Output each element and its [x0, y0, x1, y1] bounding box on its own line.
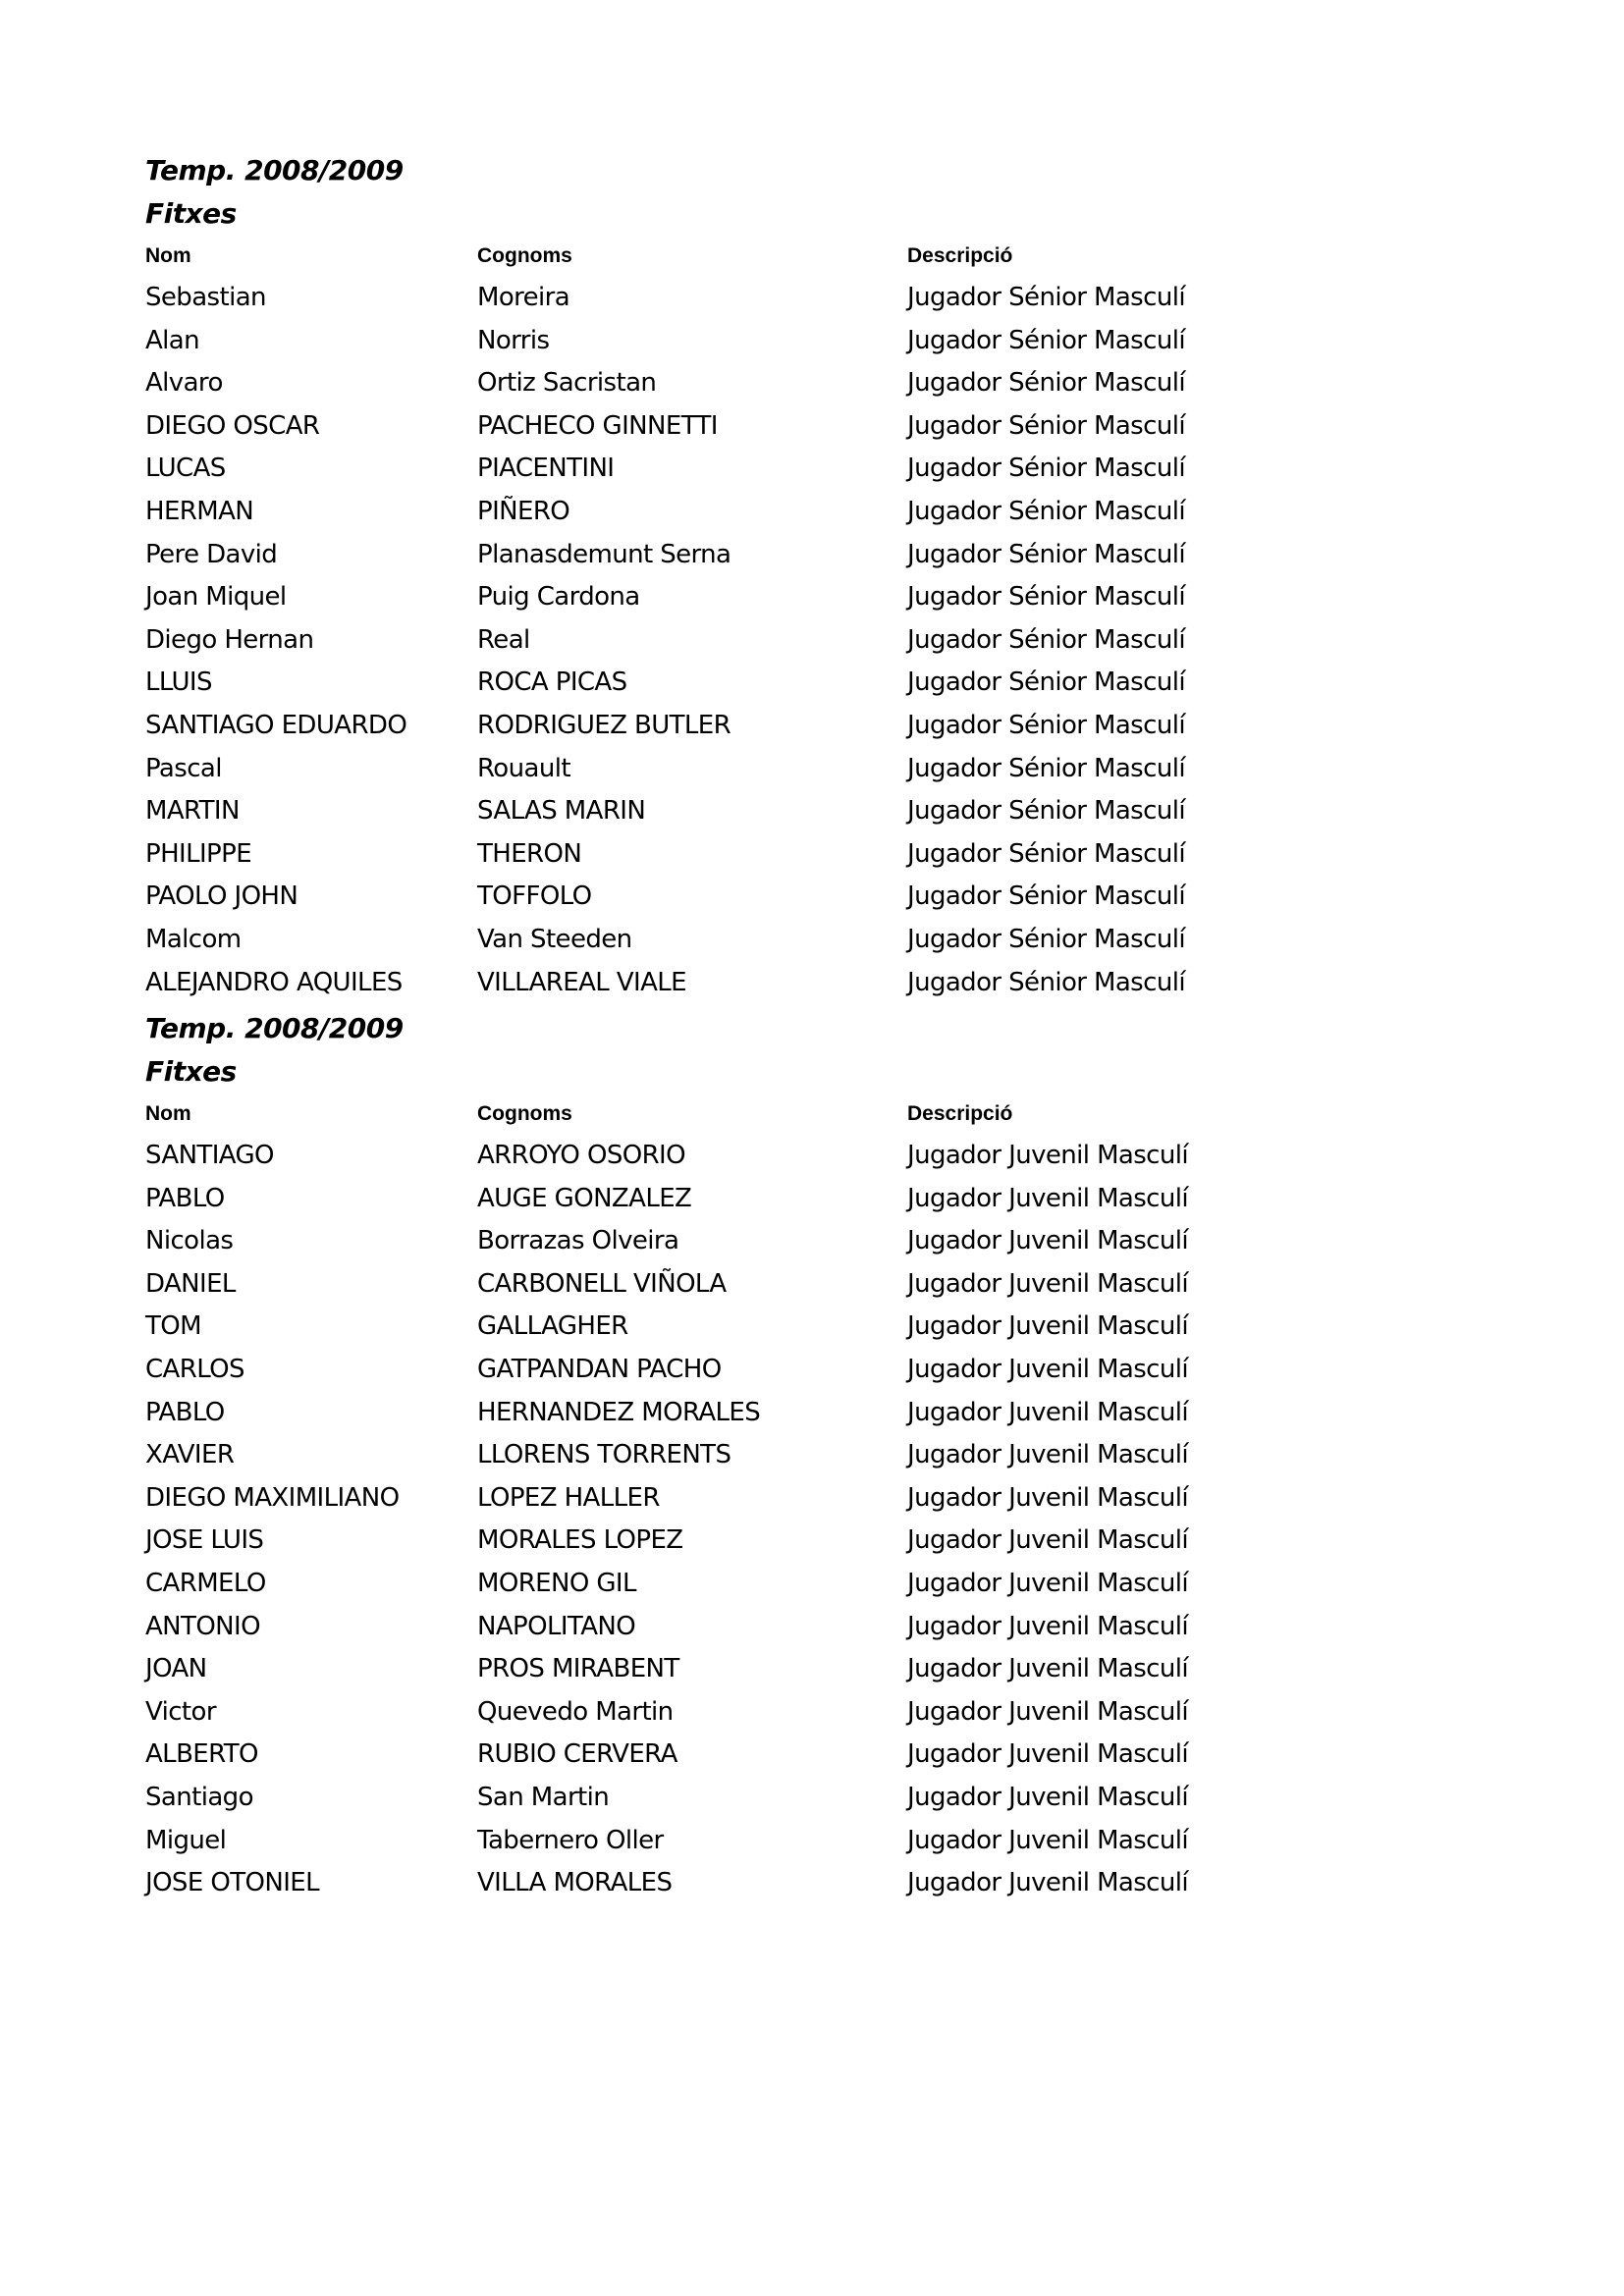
- cell-cognoms: GATPANDAN PACHO: [477, 1354, 722, 1384]
- cell-cognoms: PIACENTINI: [477, 454, 615, 484]
- cell-cognoms: Moreira: [477, 283, 570, 312]
- cell-descripcio: Jugador Juvenil Masculí: [907, 1868, 1188, 1898]
- cell-cognoms: MORENO GIL: [477, 1568, 636, 1598]
- cell-descripcio: Jugador Juvenil Masculí: [907, 1782, 1188, 1812]
- table-row: [145, 534, 1520, 577]
- cell-descripcio: Jugador Sénior Masculí: [907, 410, 1185, 441]
- cell-descripcio: Jugador Sénior Masculí: [907, 967, 1185, 997]
- cell-nom: SANTIAGO: [145, 1141, 274, 1170]
- cell-cognoms: TOFFOLO: [477, 881, 592, 912]
- cell-cognoms: GALLAGHER: [477, 1311, 628, 1342]
- table-row: [145, 1691, 1520, 1735]
- cell-cognoms: Planasdemunt Serna: [477, 539, 731, 569]
- table-row: [145, 1606, 1520, 1649]
- table-row: [145, 1862, 1520, 1905]
- cell-nom: Pascal: [145, 753, 222, 783]
- table-row: [145, 962, 1520, 1005]
- cell-nom: LUCAS: [145, 454, 226, 484]
- table-row: [145, 876, 1520, 919]
- section-title: Temp. 2008/2009: [145, 154, 404, 187]
- cell-descripcio: Jugador Sénior Masculí: [907, 368, 1185, 399]
- cell-nom: Victor: [145, 1696, 216, 1727]
- cell-cognoms: Ortiz Sacristan: [477, 368, 657, 399]
- cell-cognoms: San Martin: [477, 1782, 610, 1812]
- cell-descripcio: Jugador Juvenil Masculí: [907, 1354, 1188, 1384]
- cell-nom: JOSE OTONIEL: [145, 1868, 319, 1898]
- cell-cognoms: Puig Cardona: [477, 582, 640, 613]
- cell-descripcio: Jugador Sénior Masculí: [907, 881, 1185, 912]
- cell-cognoms: Borrazas Olveira: [477, 1226, 679, 1256]
- section-juvenil: [145, 1007, 1520, 1905]
- cell-descripcio: Jugador Juvenil Masculí: [907, 1611, 1188, 1641]
- cell-cognoms: LOPEZ HALLER: [477, 1482, 660, 1513]
- cell-nom: Santiago: [145, 1782, 253, 1812]
- cell-descripcio: Jugador Juvenil Masculí: [907, 1654, 1188, 1684]
- cell-descripcio: Jugador Juvenil Masculí: [907, 1739, 1188, 1770]
- cell-nom: Alvaro: [145, 368, 223, 399]
- column-header-descripcio: Descripció: [907, 244, 1013, 267]
- cell-nom: MARTIN: [145, 796, 240, 827]
- cell-nom: CARLOS: [145, 1354, 244, 1384]
- cell-descripcio: Jugador Juvenil Masculí: [907, 1525, 1188, 1556]
- table-body: [145, 1135, 1520, 1905]
- table-row: [145, 790, 1520, 833]
- cell-nom: Diego Hernan: [145, 624, 314, 655]
- table-row: [145, 1306, 1520, 1349]
- cell-cognoms: AUGE GONZALEZ: [477, 1183, 692, 1213]
- cell-descripcio: Jugador Juvenil Masculí: [907, 1440, 1188, 1470]
- cell-descripcio: Jugador Juvenil Masculí: [907, 1568, 1188, 1598]
- table-row: [145, 1777, 1520, 1820]
- cell-descripcio: Jugador Sénior Masculí: [907, 325, 1185, 355]
- cell-descripcio: Jugador Juvenil Masculí: [907, 1311, 1188, 1342]
- table-body: [145, 277, 1520, 1004]
- table-row: [145, 277, 1520, 320]
- cell-descripcio: Jugador Sénior Masculí: [907, 710, 1185, 740]
- cell-descripcio: Jugador Juvenil Masculí: [907, 1226, 1188, 1256]
- cell-descripcio: Jugador Sénior Masculí: [907, 796, 1185, 827]
- cell-descripcio: Jugador Juvenil Masculí: [907, 1183, 1188, 1213]
- cell-nom: LLUIS: [145, 667, 212, 698]
- cell-descripcio: Jugador Sénior Masculí: [907, 838, 1185, 869]
- cell-nom: PABLO: [145, 1397, 225, 1427]
- cell-descripcio: Jugador Juvenil Masculí: [907, 1397, 1188, 1427]
- table-row: [145, 1434, 1520, 1477]
- column-header-cognoms: Cognoms: [477, 1102, 572, 1125]
- cell-cognoms: Van Steeden: [477, 924, 632, 954]
- cell-nom: DANIEL: [145, 1268, 236, 1299]
- table-header: [145, 1094, 1520, 1135]
- cell-nom: TOM: [145, 1311, 201, 1342]
- cell-descripcio: Jugador Sénior Masculí: [907, 496, 1185, 526]
- cell-descripcio: Jugador Sénior Masculí: [907, 539, 1185, 569]
- table-row: [145, 1477, 1520, 1521]
- cell-cognoms: PIÑERO: [477, 496, 570, 526]
- cell-nom: Nicolas: [145, 1226, 234, 1256]
- table-row: [145, 705, 1520, 748]
- table-row: [145, 362, 1520, 405]
- section-senior: [145, 149, 1520, 1004]
- cell-nom: ALEJANDRO AQUILES: [145, 967, 403, 997]
- cell-nom: Malcom: [145, 924, 242, 954]
- table-row: [145, 1349, 1520, 1392]
- table-row: [145, 1178, 1520, 1221]
- table-row: [145, 1563, 1520, 1606]
- table-row: [145, 833, 1520, 877]
- table-row: [145, 1135, 1520, 1178]
- cell-cognoms: Tabernero Oller: [477, 1825, 664, 1855]
- table-row: [145, 320, 1520, 363]
- section-subtitle: Fitxes: [145, 197, 237, 230]
- cell-descripcio: Jugador Sénior Masculí: [907, 753, 1185, 783]
- cell-descripcio: Jugador Juvenil Masculí: [907, 1482, 1188, 1513]
- section-title: Temp. 2008/2009: [145, 1012, 404, 1044]
- cell-descripcio: Jugador Juvenil Masculí: [907, 1825, 1188, 1855]
- table-row: [145, 448, 1520, 491]
- cell-nom: Joan Miquel: [145, 582, 287, 613]
- cell-cognoms: LLORENS TORRENTS: [477, 1440, 731, 1470]
- table-row: [145, 405, 1520, 449]
- cell-nom: CARMELO: [145, 1568, 266, 1598]
- cell-descripcio: Jugador Juvenil Masculí: [907, 1696, 1188, 1727]
- cell-descripcio: Jugador Sénior Masculí: [907, 624, 1185, 655]
- cell-cognoms: HERNANDEZ MORALES: [477, 1397, 761, 1427]
- cell-nom: PABLO: [145, 1183, 225, 1213]
- cell-cognoms: MORALES LOPEZ: [477, 1525, 683, 1556]
- cell-nom: PHILIPPE: [145, 838, 252, 869]
- cell-descripcio: Jugador Sénior Masculí: [907, 582, 1185, 613]
- cell-nom: Miguel: [145, 1825, 227, 1855]
- table-row: [145, 1734, 1520, 1777]
- table-row: [145, 1820, 1520, 1863]
- cell-cognoms: PACHECO GINNETTI: [477, 410, 718, 441]
- table-row: [145, 919, 1520, 962]
- table-row: [145, 1520, 1520, 1563]
- cell-cognoms: PROS MIRABENT: [477, 1654, 679, 1684]
- cell-cognoms: RUBIO CERVERA: [477, 1739, 677, 1770]
- table-row: [145, 1392, 1520, 1435]
- cell-cognoms: VILLA MORALES: [477, 1868, 673, 1898]
- cell-descripcio: Jugador Sénior Masculí: [907, 454, 1185, 484]
- cell-cognoms: ROCA PICAS: [477, 667, 627, 698]
- cell-nom: PAOLO JOHN: [145, 881, 298, 912]
- cell-cognoms: ARROYO OSORIO: [477, 1141, 685, 1170]
- cell-cognoms: Rouault: [477, 753, 570, 783]
- cell-cognoms: RODRIGUEZ BUTLER: [477, 710, 731, 740]
- cell-cognoms: Quevedo Martin: [477, 1696, 674, 1727]
- cell-descripcio: Jugador Sénior Masculí: [907, 283, 1185, 312]
- table-row: [145, 748, 1520, 791]
- table-row: [145, 1263, 1520, 1307]
- cell-nom: XAVIER: [145, 1440, 235, 1470]
- cell-nom: Sebastian: [145, 283, 266, 312]
- column-header-cognoms: Cognoms: [477, 244, 572, 267]
- cell-descripcio: Jugador Sénior Masculí: [907, 667, 1185, 698]
- table-row: [145, 491, 1520, 534]
- cell-nom: DIEGO OSCAR: [145, 410, 320, 441]
- table-row: [145, 576, 1520, 619]
- section-subtitle: Fitxes: [145, 1055, 237, 1088]
- cell-cognoms: NAPOLITANO: [477, 1611, 636, 1641]
- cell-nom: JOSE LUIS: [145, 1525, 264, 1556]
- cell-descripcio: Jugador Juvenil Masculí: [907, 1141, 1188, 1170]
- cell-cognoms: CARBONELL VIÑOLA: [477, 1268, 727, 1299]
- cell-nom: Alan: [145, 325, 200, 355]
- cell-nom: ALBERTO: [145, 1739, 258, 1770]
- table-row: [145, 1220, 1520, 1263]
- cell-cognoms: Norris: [477, 325, 550, 355]
- table-row: [145, 619, 1520, 663]
- cell-cognoms: SALAS MARIN: [477, 796, 646, 827]
- table-header: [145, 236, 1520, 277]
- table-row: [145, 662, 1520, 705]
- column-header-descripcio: Descripció: [907, 1102, 1013, 1125]
- cell-nom: Pere David: [145, 539, 278, 569]
- cell-descripcio: Jugador Juvenil Masculí: [907, 1268, 1188, 1299]
- cell-nom: JOAN: [145, 1654, 207, 1684]
- cell-cognoms: VILLAREAL VIALE: [477, 967, 686, 997]
- cell-descripcio: Jugador Sénior Masculí: [907, 924, 1185, 954]
- cell-nom: ANTONIO: [145, 1611, 260, 1641]
- cell-cognoms: Real: [477, 624, 530, 655]
- column-header-nom: Nom: [145, 1102, 191, 1125]
- cell-nom: DIEGO MAXIMILIANO: [145, 1482, 400, 1513]
- column-header-nom: Nom: [145, 244, 191, 267]
- cell-nom: SANTIAGO EDUARDO: [145, 710, 407, 740]
- table-row: [145, 1648, 1520, 1691]
- cell-nom: HERMAN: [145, 496, 254, 526]
- cell-cognoms: THERON: [477, 838, 582, 869]
